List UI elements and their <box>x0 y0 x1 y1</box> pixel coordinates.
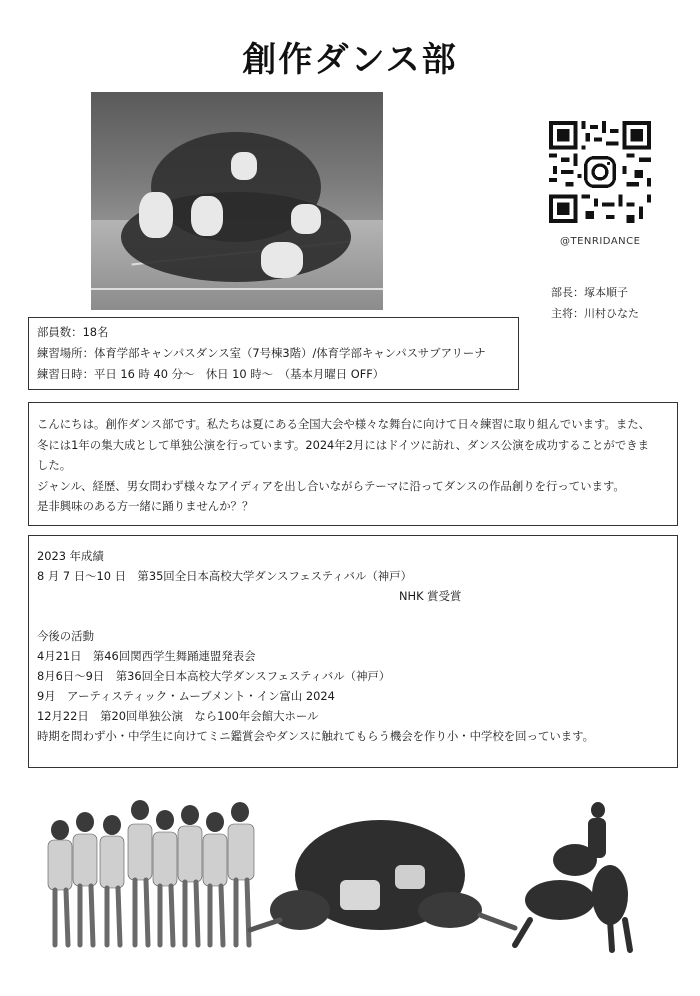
future-item: 時期を問わず小・中学生に向けてミニ鑑賞会やダンスに触れてもらう機会を作り小・中学校を回っています。 <box>37 729 595 743</box>
qr-code[interactable] <box>549 121 651 223</box>
acrobatic-group-photo <box>515 802 630 950</box>
club-info-box <box>28 317 519 390</box>
future-item: 12月22日 第20回単独公演 なら100年会館大ホール <box>37 709 319 723</box>
intro-line: 是非興味のある方一緒に踊りませんか？？ <box>37 499 254 513</box>
future-heading: 今後の活動 <box>37 629 94 643</box>
future-item: 4月21日 第46回関西学生舞踊連盟発表会 <box>37 649 256 663</box>
intro-line: こんにちは。創作ダンス部です。私たちは夏にある全国大会や様々な舞台に向けて日々練習に取り組んでいます。また、 <box>37 417 651 431</box>
member-count: 部員数：18名 <box>37 325 109 339</box>
intro-line: 冬には1年の集大成として単独公演を行っています。2024年2月にはドイツに訪れ、ダンス公演を成功することができま <box>37 437 649 452</box>
leader-name: 主将：川村ひなた <box>551 307 639 320</box>
intro-line: ジャンル、経歴、男女問わず様々なアイディアを出し合いながらテーマに沿ってダンスの作品創りを行っています。 <box>37 478 625 493</box>
activities-box <box>28 535 678 768</box>
practice-time: 練習日時：平日 16 時 40 分～ 休日 10 時～ （基本月曜日 OFF） <box>37 367 385 381</box>
posing-group-photo <box>250 820 515 930</box>
future-item: 9月 アーティスティック・ムーブメント・イン富山 2024 <box>37 689 335 703</box>
results-heading: 2023 年成績 <box>37 549 104 563</box>
group-photo <box>91 92 383 310</box>
practice-place: 練習場所：体育学部キャンパスダンス室（7号棟3階）/体育学部キャンパスサブアリーナ <box>37 346 486 360</box>
dancer-photos <box>0 780 700 980</box>
intro-line: した。 <box>37 458 72 472</box>
instagram-handle[interactable]: @TENRIDANCE <box>560 236 641 247</box>
intro-box <box>28 402 678 526</box>
page-title: 創作ダンス部 <box>242 40 458 80</box>
future-item: 8月6日～9日 第36回全日本高校大学ダンスフェスティバル（神戸） <box>37 669 391 683</box>
captain-name: 部長：塚本順子 <box>551 286 628 299</box>
results-event: 8 月 7 日～10 日 第35回全日本高校大学ダンスフェスティバル（神戸） <box>37 569 412 583</box>
results-award: NHK 賞受賞 <box>399 589 462 603</box>
